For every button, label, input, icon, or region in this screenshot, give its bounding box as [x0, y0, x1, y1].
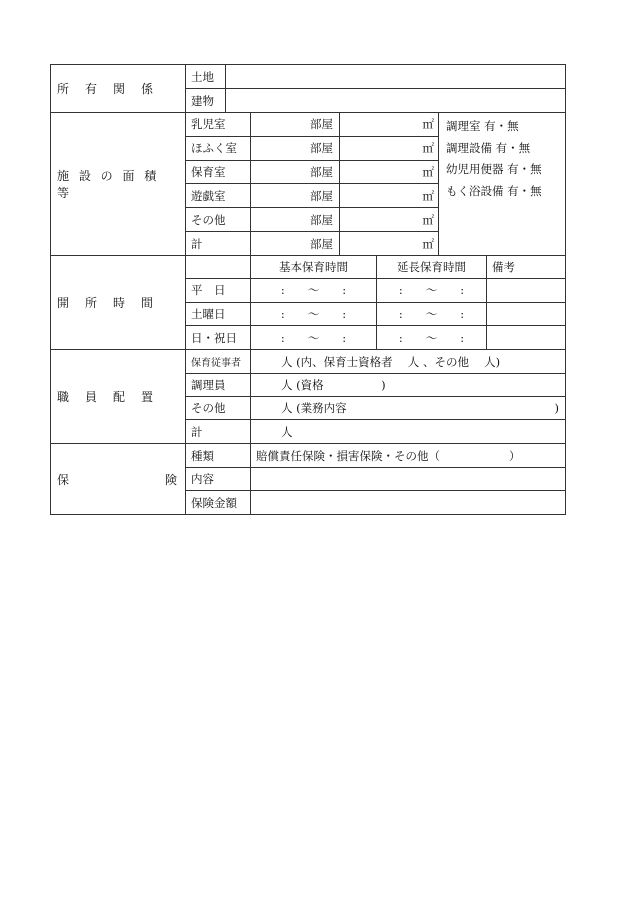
insurance-content-field[interactable] [251, 468, 565, 490]
ownership-heading [51, 65, 186, 112]
facility-row [186, 208, 439, 232]
extended-hours-field[interactable]: : 〜 : [377, 326, 487, 350]
insurance-row-amount [186, 491, 565, 514]
staff-row-childcare [186, 350, 565, 374]
childcare-staff-label: 保育従事者 [186, 350, 251, 373]
facility-room-name: 保育室 [186, 161, 251, 184]
ownership-row-land [186, 65, 565, 89]
facility-room-name: 乳児室 [186, 113, 251, 136]
hours-heading-text: 開 所 時 間 [57, 296, 156, 310]
col-remarks: 備考 [492, 260, 515, 274]
land-label: 土地 [186, 65, 226, 88]
facility-form-table [50, 64, 566, 515]
facility-room-count-field[interactable]: 部屋 [251, 208, 340, 231]
insurance-heading [51, 444, 186, 514]
facility-room-count-field[interactable]: 部屋 [251, 184, 340, 207]
col-basic-hours: 基本保育時間 [251, 256, 377, 278]
hours-day-label: 平 日 [186, 279, 251, 302]
facility-room-name: 計 [186, 232, 251, 256]
basic-hours-field[interactable]: : 〜 : [251, 326, 377, 350]
other-staff-label: その他 [186, 397, 251, 419]
facility-area-field[interactable]: ㎡ [340, 232, 439, 256]
insurance-section [51, 444, 565, 514]
staff-total-field[interactable]: 人 [281, 424, 293, 439]
hours-section [51, 256, 565, 350]
insurance-row-content [186, 468, 565, 491]
facility-equipment-notes [446, 116, 542, 202]
hours-row [186, 326, 565, 350]
facility-area-field[interactable]: ㎡ [340, 161, 439, 184]
facility-area-field[interactable]: ㎡ [340, 137, 439, 160]
insurance-type-field[interactable]: 賠償責任保険・損害保険・その他（ ） [256, 448, 521, 463]
hours-header-blank [186, 256, 251, 278]
facility-area-field[interactable]: ㎡ [340, 184, 439, 207]
land-field[interactable] [226, 65, 565, 88]
basic-hours-field[interactable]: : 〜 : [251, 279, 377, 302]
staff-total-label: 計 [186, 420, 251, 443]
childcare-staff-field[interactable]: 人 (内、保育士資格者 人 、その他 人) [281, 354, 501, 369]
hours-day-label: 日・祝日 [186, 326, 251, 350]
facilities-heading-text: 施 設 の 面 積 等 [57, 169, 160, 200]
facilities-section [51, 113, 565, 256]
facility-room-name: 遊戯室 [186, 184, 251, 207]
insurance-type-label: 種類 [186, 444, 251, 467]
staff-row-total [186, 420, 565, 443]
hours-remarks-field[interactable] [487, 279, 565, 302]
extended-hours-field[interactable]: : 〜 : [377, 279, 487, 302]
facility-room-count-field[interactable]: 部屋 [251, 232, 340, 256]
staff-heading [51, 350, 186, 443]
facility-room-count-field[interactable]: 部屋 [251, 137, 340, 160]
facility-row [186, 137, 439, 161]
hours-heading [51, 256, 186, 349]
facility-area-field[interactable]: ㎡ [340, 113, 439, 136]
facility-row [186, 113, 439, 137]
staff-row-cook [186, 374, 565, 397]
hours-row [186, 303, 565, 327]
extended-hours-field[interactable]: : 〜 : [377, 303, 487, 326]
hours-row [186, 279, 565, 303]
hours-remarks-field[interactable] [487, 303, 565, 326]
col-extended-hours: 延長保育時間 [377, 256, 487, 278]
staff-section [51, 350, 565, 444]
staff-row-other [186, 397, 565, 420]
hours-remarks-field[interactable] [487, 326, 565, 350]
facility-area-field[interactable]: ㎡ [340, 208, 439, 231]
insurance-heading-right: 険 [164, 472, 177, 487]
basic-hours-field[interactable]: : 〜 : [251, 303, 377, 326]
note-bathing-equipment[interactable]: もく浴設備 有・無 [446, 183, 542, 198]
cook-label: 調理員 [186, 374, 251, 396]
hours-day-label: 土曜日 [186, 303, 251, 326]
facility-room-name: その他 [186, 208, 251, 231]
cook-field[interactable]: 人 (資格 ) [281, 378, 386, 392]
ownership-heading-text: 所 有 関 係 [57, 82, 156, 96]
ownership-section [51, 65, 565, 113]
note-cooking-equipment[interactable]: 調理設備 有・無 [446, 140, 531, 155]
ownership-row-building [186, 89, 565, 112]
facility-row [186, 161, 439, 185]
hours-header-row [186, 256, 565, 279]
insurance-amount-field[interactable] [251, 491, 565, 514]
insurance-content-label: 内容 [186, 468, 251, 490]
facility-row [186, 184, 439, 208]
note-toddler-toilet[interactable]: 幼児用便器 有・無 [446, 162, 542, 176]
insurance-heading-left: 保 [57, 472, 70, 487]
note-kitchen[interactable]: 調理室 有・無 [446, 119, 519, 133]
insurance-amount-label: 保険金額 [186, 491, 251, 514]
facility-room-count-field[interactable]: 部屋 [251, 161, 340, 184]
staff-heading-text: 職 員 配 置 [57, 390, 156, 404]
insurance-row-type [186, 444, 565, 468]
facility-room-count-field[interactable]: 部屋 [251, 113, 340, 136]
facility-row [186, 232, 439, 256]
other-staff-close-paren: ) [554, 401, 559, 415]
building-label: 建物 [186, 89, 226, 112]
other-staff-field[interactable]: 人 (業務内容 [281, 401, 347, 415]
facility-room-name: ほふく室 [186, 137, 251, 160]
building-field[interactable] [226, 89, 565, 112]
facilities-heading [51, 113, 186, 255]
